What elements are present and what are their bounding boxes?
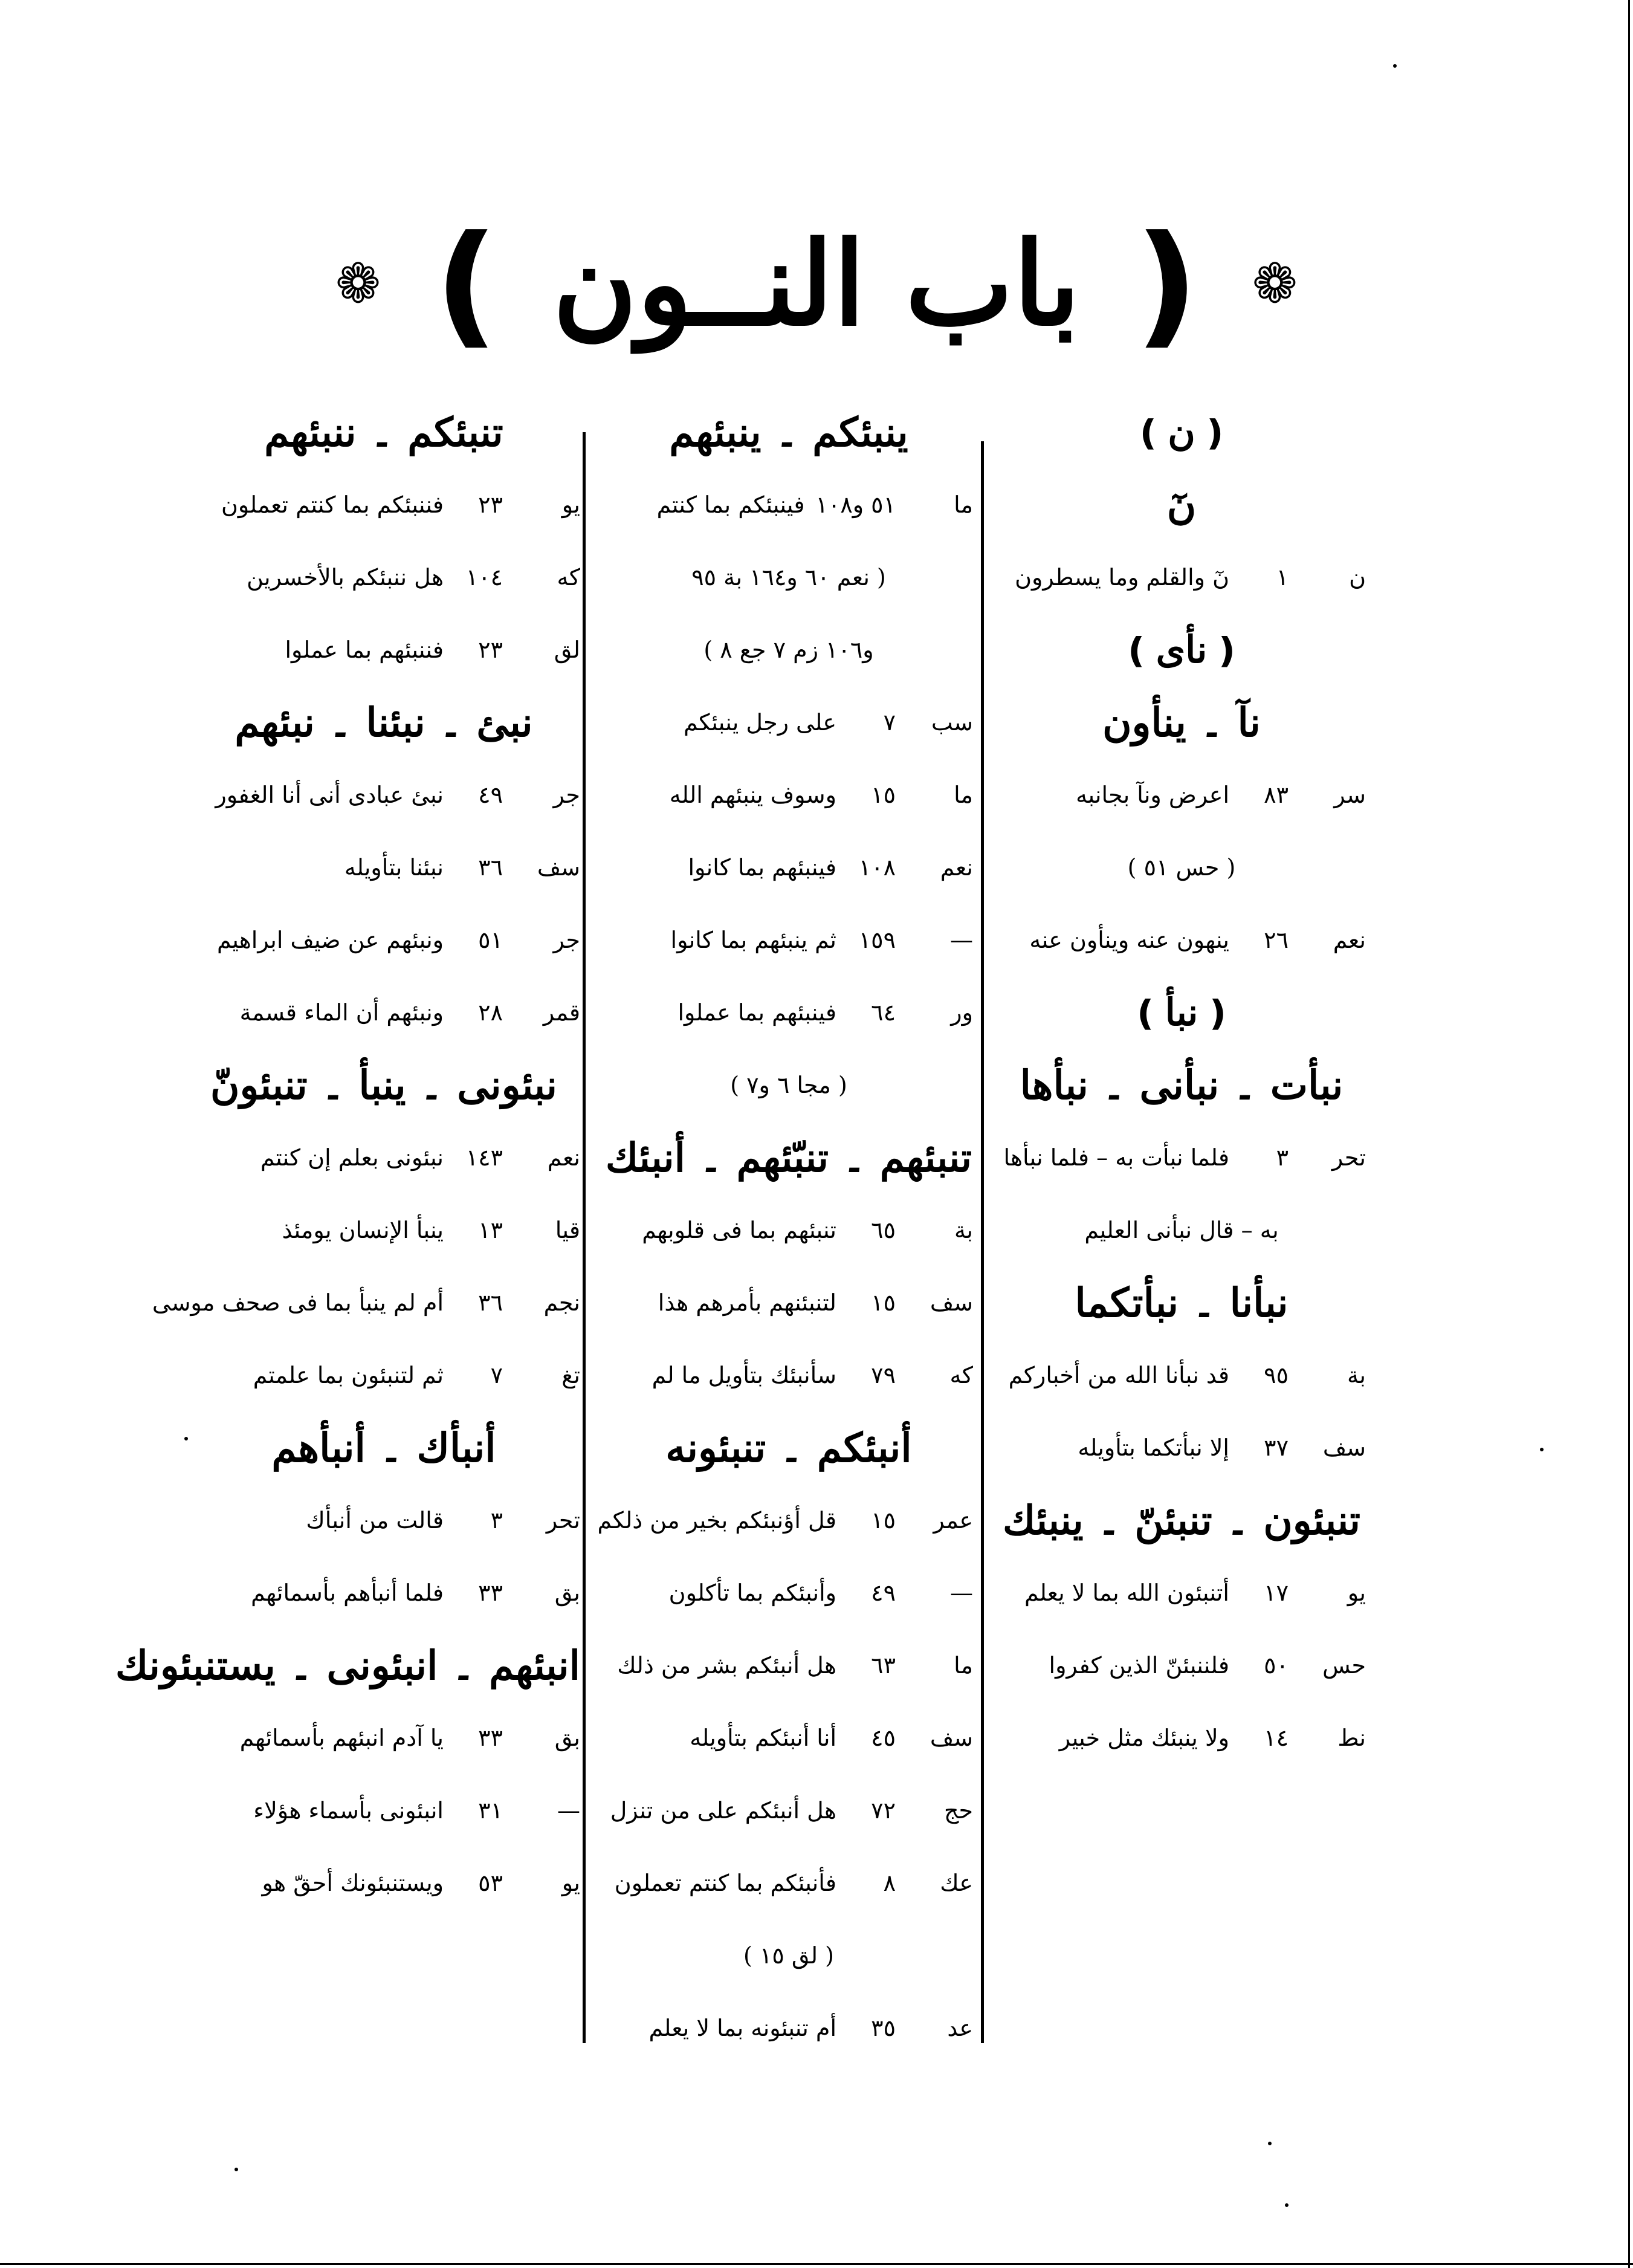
root-bracket-icon: ❪ [1203, 993, 1233, 1034]
sura-abbreviation: نعم [940, 854, 973, 881]
verse-text: فأنبئكم بما كنتم تعملون [614, 1870, 836, 1896]
entry-heading: انبئهم ۔ انبئونى ۔ يستنبئونك [115, 1642, 580, 1689]
verse-text: به – قال نبأنى العليم [1084, 1217, 1279, 1243]
verse-text: ولا ينبئك مثل خبير [1059, 1725, 1229, 1751]
root-heading [997, 396, 1366, 468]
verse-text: ( لق ١٥ ) [743, 1942, 834, 1969]
sura-abbreviation: بق [554, 1725, 580, 1751]
ornamental-bracket-icon: ❫ [411, 207, 523, 361]
verse-text: ونبئهم عن ضيف ابراهيم [216, 927, 444, 953]
citation-row [997, 1411, 1366, 1484]
verse-number: ١٥ [871, 782, 896, 808]
verse-number: ٨٣ [1264, 782, 1289, 808]
sura-abbreviation: ن [1349, 564, 1366, 591]
verse-text: نبئنا بتأويله [344, 854, 444, 881]
sura-abbreviation: سف [537, 854, 580, 881]
verse-text: إلا نبأتكما بتأويله [1078, 1434, 1229, 1461]
sura-abbreviation: كه [949, 1362, 973, 1388]
sura-abbreviation: ور [951, 999, 973, 1026]
continuation-line [604, 614, 973, 686]
speck [1393, 64, 1397, 68]
citation-row [604, 1266, 973, 1339]
entry-heading: نبئ ۔ نبئنا ۔ نبئهم [234, 699, 533, 746]
citation-row [604, 831, 973, 904]
speck [234, 2168, 238, 2171]
sura-abbreviation: لق [554, 637, 580, 663]
verse-text: نٓ والقلم وما يسطرون [1015, 564, 1229, 591]
speck [1285, 2203, 1289, 2207]
verse-text: ( حس ٥١ ) [1127, 854, 1236, 881]
verse-text: نبئ عبادى أنى أنا الغفور [215, 782, 444, 808]
citation-row [187, 1121, 580, 1194]
sura-abbreviation: سف [1322, 1434, 1366, 1461]
sura-abbreviation: بق [554, 1580, 580, 1606]
sura-abbreviation: حس [1322, 1652, 1366, 1679]
sura-abbreviation: بة [954, 1217, 973, 1243]
verse-text: أم تنبئونه بما لا يعلم [648, 2015, 836, 2041]
speck [1540, 1448, 1544, 1451]
verse-number: ١٣ [478, 1217, 503, 1243]
speck [1268, 2142, 1272, 2145]
ornament-icon: ❁ [1252, 252, 1298, 316]
verse-number: ٥٣ [478, 1870, 503, 1896]
entry-heading: أنبئكم ۔ تنبئونه [665, 1424, 912, 1471]
verse-number: ١٤٣ [465, 1144, 503, 1171]
root-bracket-icon: ❫ [1133, 412, 1163, 453]
verse-number: ١٥٩ [858, 927, 896, 953]
root-bracket-icon: ❫ [1122, 630, 1151, 671]
entry-heading: تنبئون ۔ تنبئنّ ۔ ينبئك [1002, 1497, 1361, 1544]
verse-number: ٣٦ [478, 854, 503, 881]
root-bracket-icon: ❪ [1200, 412, 1230, 453]
column-divider [981, 441, 984, 2043]
sura-abbreviation: يو [1347, 1580, 1366, 1606]
verse-number: ١٠٤ [465, 564, 503, 591]
citation-row [187, 541, 580, 614]
citation-row [604, 976, 973, 1049]
citation-row [604, 1194, 973, 1266]
verse-text: قل أؤنبئكم بخير من ذلكم [597, 1507, 836, 1534]
entry-heading: ينبئكم ۔ ينبئهم [669, 409, 908, 456]
citation-row [997, 1339, 1366, 1411]
entry-heading: نآ ۔ ينأون [1102, 699, 1261, 746]
sura-abbreviation: حج [943, 1797, 973, 1824]
verse-text: هل أنبئكم على من تنزل [610, 1797, 836, 1824]
verse-number: ٦٥ [871, 1217, 896, 1243]
sura-abbreviation: كه [557, 564, 580, 591]
middle-column [597, 396, 973, 2064]
verse-text: اعرض ونآ بجانبه [1076, 782, 1229, 808]
cross-reference-note [997, 831, 1366, 904]
verse-text: قالت من أنبأك [306, 1507, 444, 1534]
verse-text: فينبئكم بما كنتم [656, 491, 805, 518]
root-heading-text: ن [1168, 410, 1195, 454]
citation-row [997, 541, 1366, 614]
entry-heading: نبأت ۔ نبأنى ۔ نبأها [1020, 1061, 1344, 1109]
citation-row [997, 904, 1366, 976]
verse-text: سأنبئك بتأويل ما لم [652, 1362, 836, 1388]
sura-abbreviation: جر [553, 927, 580, 953]
verse-number: ٧٩ [871, 1362, 896, 1388]
citation-row [187, 468, 580, 541]
root-heading [997, 614, 1366, 686]
verse-number: ٧٢ [871, 1797, 896, 1824]
citation-row [604, 759, 973, 831]
sura-abbreviation: نعم [1333, 927, 1366, 953]
verse-number: ٣ [490, 1507, 503, 1534]
citation-row [187, 1774, 580, 1847]
verse-number: ١٧ [1264, 1580, 1289, 1606]
ornament-icon: ❁ [335, 252, 381, 316]
sura-abbreviation: ما [954, 1652, 973, 1679]
entry-heading: نٓ [1166, 481, 1197, 528]
sura-abbreviation: نط [1337, 1725, 1366, 1751]
verse-number: ١٥ [871, 1507, 896, 1534]
sura-abbreviation: — [950, 927, 973, 953]
entry-heading: نبأنا ۔ نبأتكما [1075, 1279, 1289, 1326]
sura-abbreviation: تحر [1331, 1144, 1366, 1171]
citation-row [997, 1557, 1366, 1629]
sura-abbreviation: — [950, 1580, 973, 1606]
verse-text: فلما نبأت به – فلما نبأها [1003, 1144, 1229, 1171]
citation-row [604, 1702, 973, 1774]
citation-row [604, 904, 973, 976]
verse-number: ١٠٨ [858, 854, 896, 881]
cross-reference-note [604, 1919, 973, 1992]
sura-abbreviation: تغ [561, 1362, 580, 1388]
verse-number: ٣٦ [478, 1289, 503, 1316]
verse-number: ١ [1276, 564, 1289, 591]
verse-text: ( مجا ٦ و٧ ) [730, 1072, 847, 1098]
verse-text: فننبئهم بما عملوا [285, 637, 444, 663]
sura-abbreviation: عد [947, 2015, 973, 2041]
citation-row [604, 1557, 973, 1629]
verse-text: فينبئهم بما كانوا [688, 854, 836, 881]
sura-abbreviation: جر [553, 782, 580, 808]
verse-number: ٣١ [478, 1797, 503, 1824]
verse-number: ٢٦ [1264, 927, 1289, 953]
verse-text: وأنبئكم بما تأكلون [668, 1580, 836, 1606]
sura-abbreviation: نجم [543, 1289, 580, 1316]
citation-row [152, 1266, 580, 1339]
citation-row [604, 1847, 973, 1919]
sura-abbreviation: ما [954, 782, 973, 808]
citation-row [604, 1774, 973, 1847]
citation-row [187, 904, 580, 976]
citation-row [187, 614, 580, 686]
citation-row [997, 1121, 1366, 1194]
verse-text: ونبئهم أن الماء قسمة [239, 999, 444, 1026]
verse-number: ٧ [883, 709, 896, 736]
sura-abbreviation: نعم [547, 1144, 580, 1171]
verse-number: ٢٣ [478, 637, 503, 663]
verse-text: ويستنبئونك أحقّ هو [262, 1870, 444, 1896]
sura-abbreviation: يو [561, 491, 580, 518]
verse-number: ٨ [883, 1870, 896, 1896]
sura-abbreviation: قمر [543, 999, 580, 1026]
citation-row [187, 1194, 580, 1266]
root-heading-text: نأى [1156, 627, 1208, 672]
verse-text: تنبئهم بما فى قلوبهم [642, 1217, 836, 1243]
verse-text: ثم لتنبئون بما علمتم [253, 1362, 444, 1388]
citation-row [187, 1557, 580, 1629]
page-title: باب النــون [552, 216, 1081, 351]
verse-text: ينهون عنه وينأون عنه [1029, 927, 1229, 953]
citation-row [997, 1702, 1366, 1774]
root-heading-text: نبأ [1165, 990, 1198, 1034]
citation-row [997, 1629, 1366, 1702]
citation-row [187, 831, 580, 904]
verse-text: ( نعم ٦٠ و١٦٤ بة ٩٥ [691, 564, 886, 591]
continuation-line [604, 541, 973, 614]
citation-row [604, 1992, 973, 2064]
citation-row [187, 759, 580, 831]
verse-number: ٣٣ [478, 1580, 503, 1606]
sura-abbreviation: سب [931, 709, 973, 736]
verse-number: ٥٠ [1264, 1652, 1289, 1679]
verse-text: لتنبئنهم بأمرهم هذا [658, 1289, 836, 1316]
sura-abbreviation: ما [954, 491, 973, 518]
entry-heading: تنبئكم ۔ ننبئهم [264, 409, 503, 456]
left-column [115, 396, 580, 2064]
page-heading [0, 199, 1633, 369]
root-heading [997, 976, 1366, 1049]
entry-heading: تنبئهم ۔ تنبّئهم ۔ أنبئك [605, 1134, 972, 1181]
entry-heading: أنبأك ۔ أنبأهم [271, 1424, 496, 1471]
verse-number: ٩٥ [1264, 1362, 1289, 1388]
citation-row [604, 1629, 973, 1702]
sura-abbreviation: سف [930, 1289, 973, 1316]
verse-number: ٤٥ [871, 1725, 896, 1751]
verse-text: انبئونى بأسماء هؤلاء [253, 1797, 444, 1824]
verse-text: أم لم ينبأ بما فى صحف موسى [152, 1289, 444, 1316]
verse-number: ٥١ [478, 927, 503, 953]
verse-text: فننبئكم بما كنتم تعملون [221, 491, 444, 518]
citation-row [187, 1339, 580, 1411]
verse-number: ٦٤ [871, 999, 896, 1026]
verse-number: ١٤ [1264, 1725, 1289, 1751]
verse-text: ثم ينبئهم بما كانوا [670, 927, 836, 953]
citation-row [187, 976, 580, 1049]
verse-text: فلما أنبأهم بأسمائهم [251, 1580, 444, 1606]
citation-row [187, 1847, 580, 1919]
root-bracket-icon: ❫ [1130, 993, 1160, 1034]
sura-abbreviation: يو [561, 1870, 580, 1896]
verse-text: هل أنبئكم بشر من ذلك [617, 1652, 836, 1679]
right-column [997, 396, 1366, 2064]
citation-row [187, 1484, 580, 1557]
root-bracket-icon: ❪ [1212, 630, 1241, 671]
verse-number: ٤٩ [478, 782, 503, 808]
citation-row [604, 468, 973, 541]
sura-abbreviation: بة [1347, 1362, 1366, 1388]
sura-abbreviation: تحر [546, 1507, 580, 1534]
verse-number: ٥١ و١٠٨ [815, 491, 896, 518]
cross-reference-note [604, 1049, 973, 1121]
speck [184, 1437, 188, 1440]
verse-number: ٣ [1276, 1144, 1289, 1171]
citation-row [187, 1702, 580, 1774]
entry-heading: نبئونى ۔ ينبأ ۔ تنبئونّ [210, 1061, 557, 1109]
verse-number: ١٥ [871, 1289, 896, 1316]
page-border-bottom [0, 2263, 1633, 2265]
verse-text: وسوف ينبئهم الله [669, 782, 836, 808]
citation-row [604, 686, 973, 759]
verse-number: ٢٨ [478, 999, 503, 1026]
continuation-line [997, 1194, 1366, 1266]
citation-row [597, 1484, 973, 1557]
verse-text: هل ننبئكم بالأخسرين [247, 564, 444, 591]
verse-text: أتنبئون الله بما لا يعلم [1024, 1580, 1229, 1606]
verse-text: على رجل ينبئكم [684, 709, 836, 736]
sura-abbreviation: عمر [933, 1507, 973, 1534]
verse-text: فينبئهم بما عملوا [677, 999, 836, 1026]
verse-text: قد نبأنا الله من أخباركم [1008, 1362, 1229, 1388]
column-divider [583, 432, 586, 2043]
verse-number: ٤٩ [871, 1580, 896, 1606]
sura-abbreviation: قيا [555, 1217, 580, 1243]
verse-text: يا آدم انبئهم بأسمائهم [239, 1725, 444, 1751]
verse-number: ٦٣ [871, 1652, 896, 1679]
verse-text: و١٠٦ زم ٧ جع ٨ ) [703, 637, 874, 663]
ornamental-bracket-icon: ❪ [1110, 207, 1222, 361]
verse-text: أنا أنبئكم بتأويله [690, 1725, 836, 1751]
sura-abbreviation: — [557, 1797, 580, 1824]
citation-row [997, 759, 1366, 831]
verse-text: ينبأ الإنسان يومئذ [282, 1217, 444, 1243]
sura-abbreviation: عك [940, 1870, 973, 1896]
verse-number: ٣٥ [871, 2015, 896, 2041]
verse-number: ٣٧ [1264, 1434, 1289, 1461]
sura-abbreviation: سر [1334, 782, 1366, 808]
verse-number: ٢٣ [478, 491, 503, 518]
verse-number: ٧ [490, 1362, 503, 1388]
verse-number: ٣٣ [478, 1725, 503, 1751]
verse-text: نبئونى بعلم إن كنتم [260, 1144, 444, 1171]
citation-row [604, 1339, 973, 1411]
verse-text: فلننبئنّ الذين كفروا [1049, 1652, 1229, 1679]
sura-abbreviation: سف [930, 1725, 973, 1751]
